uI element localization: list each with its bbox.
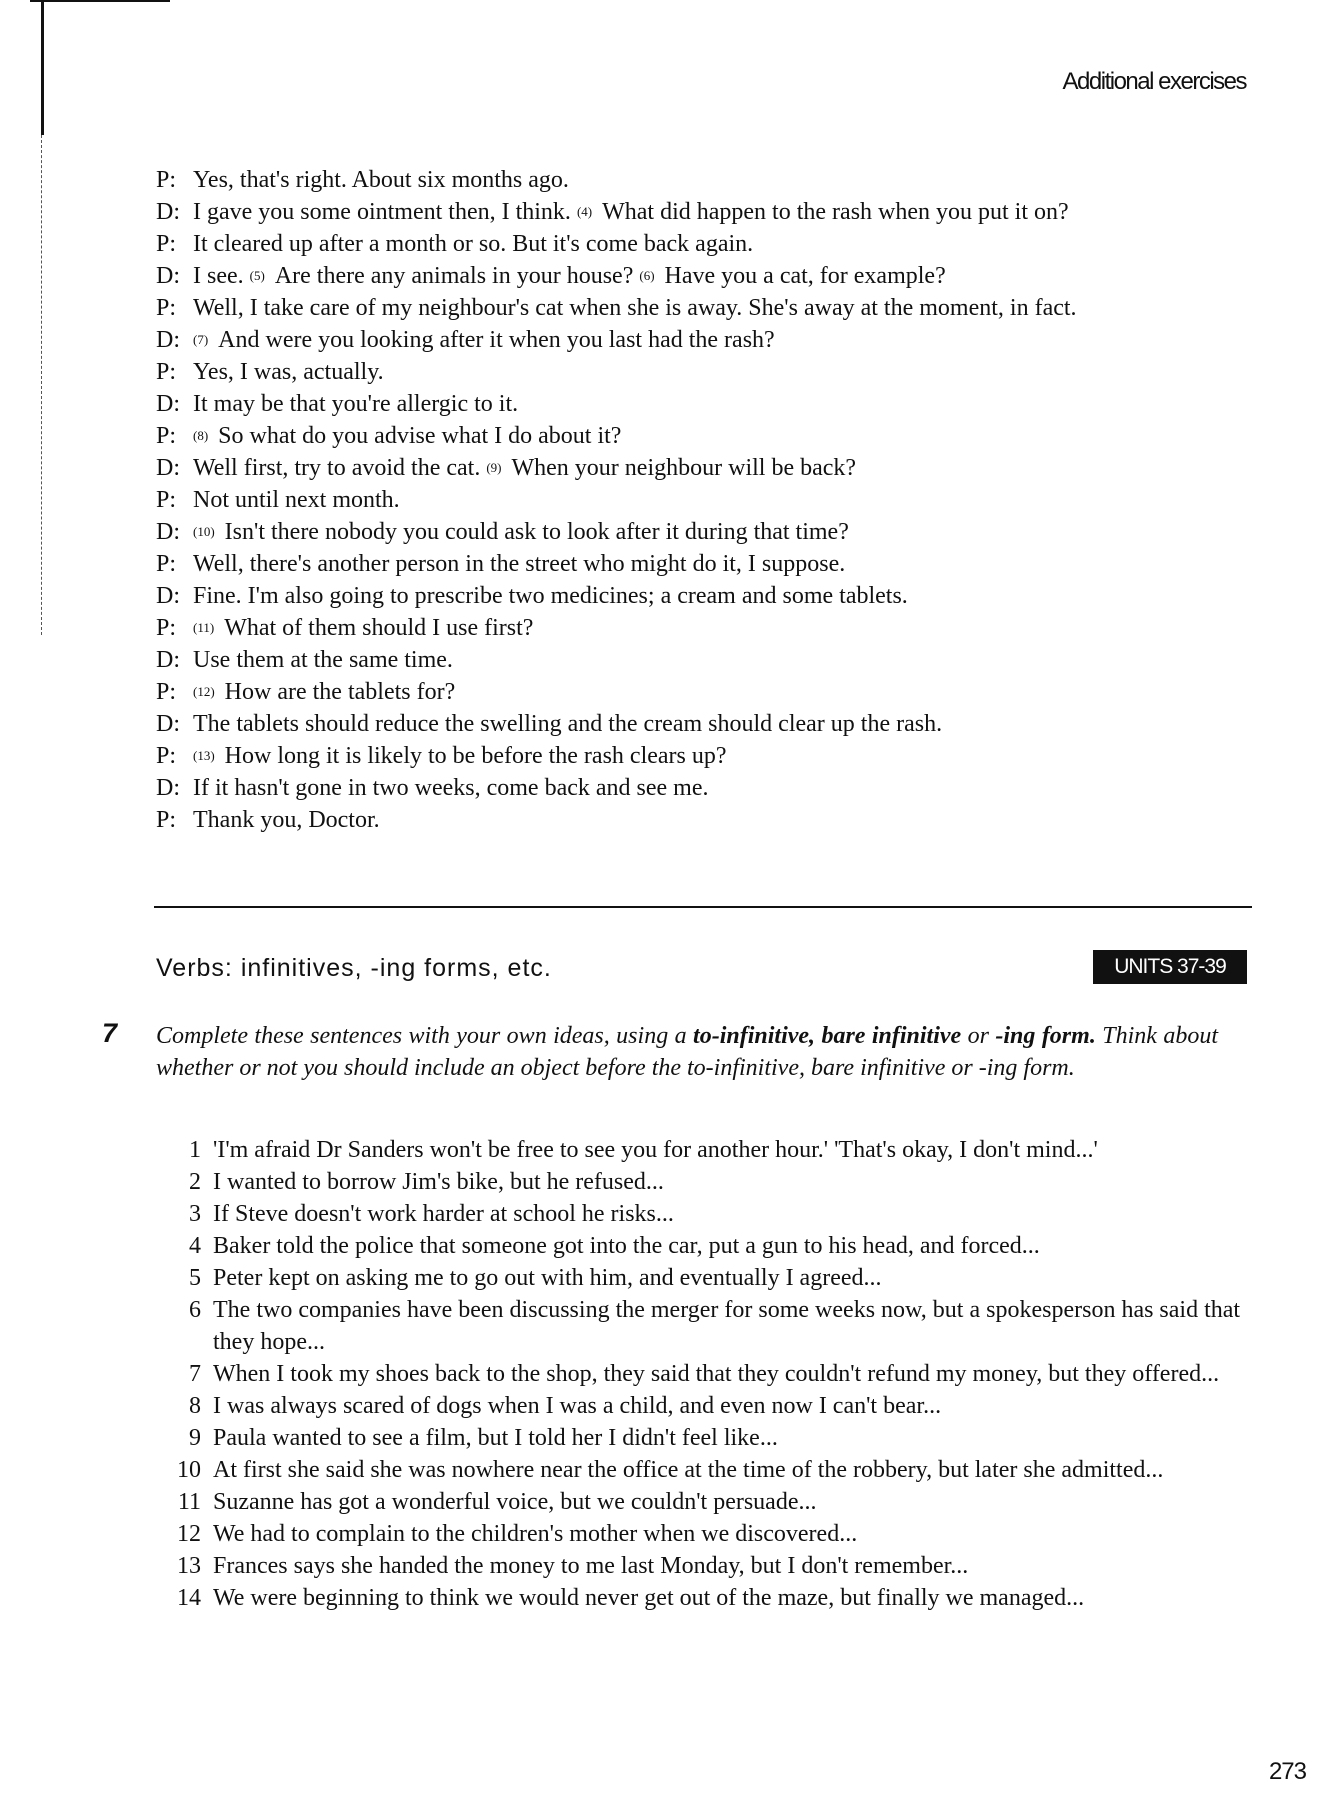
item-text: Suzanne has got a wonderful voice, but we couldn't persuade...	[213, 1489, 817, 1515]
dialogue-line	[156, 228, 1256, 260]
speaker: P:	[156, 487, 177, 513]
speaker: D:	[156, 711, 180, 737]
exercise-item	[156, 1230, 1246, 1262]
exercise-number: 7	[102, 1018, 118, 1048]
question-number: (7)	[193, 332, 209, 347]
line-text: How are the tablets for?	[224, 679, 456, 705]
dialogue-line	[156, 772, 1256, 804]
exercise-item	[156, 1198, 1246, 1230]
item-number: 1	[189, 1137, 201, 1163]
item-text: Baker told the police that someone got into the car, put a gun to his head, and forced...	[213, 1233, 1040, 1259]
page-edge-line	[30, 0, 170, 2]
dialogue-line	[156, 516, 1256, 548]
line-text: Use them at the same time.	[193, 647, 453, 673]
line-text: Not until next month.	[193, 487, 400, 513]
exercise-item	[156, 1358, 1246, 1390]
exercise-item	[156, 1486, 1246, 1518]
line-text: Isn't there nobody you could ask to look after it during that time?	[224, 519, 849, 545]
dialogue-line	[156, 388, 1256, 420]
line-text: How long it is likely to be before the rash clears up?	[224, 743, 727, 769]
line-text: What did happen to the rash when you put it on?	[602, 199, 1069, 225]
exercise-item	[156, 1294, 1246, 1358]
speaker: P:	[156, 807, 177, 833]
exercise-instructions	[156, 1020, 1218, 1084]
item-text: We were beginning to think we would never get out of the maze, but finally we managed...	[213, 1585, 1085, 1611]
exercise-item	[156, 1550, 1246, 1582]
page-number: 273	[1268, 1758, 1306, 1785]
line-text: Fine. I'm also going to prescribe two medicines; a cream and some tablets.	[193, 583, 908, 609]
question-number: (12)	[193, 684, 215, 699]
item-number: 13	[177, 1553, 201, 1579]
instruction-text: Think about whether or not you should include an object before the to-infinitive, bare infinitive or -ing form.	[156, 1023, 1219, 1081]
units-badge: UNITS 37-39	[1093, 950, 1247, 984]
speaker: P:	[156, 359, 177, 385]
speaker: D:	[156, 583, 180, 609]
item-number: 2	[189, 1169, 201, 1195]
dialogue-line	[156, 260, 1256, 292]
dialogue-line	[156, 676, 1256, 708]
dialogue-line	[156, 740, 1256, 772]
item-text: Paula wanted to see a film, but I told her I didn't feel like...	[213, 1425, 778, 1451]
dialogue	[156, 164, 1256, 836]
line-text: When your neighbour will be back?	[511, 455, 857, 481]
speaker: P:	[156, 295, 177, 321]
section-divider	[154, 906, 1252, 908]
line-text: Well, there's another person in the street who might do it, I suppose.	[193, 551, 846, 577]
line-text: Yes, that's right. About six months ago.	[193, 167, 569, 193]
question-number: (13)	[193, 748, 215, 763]
speaker: D:	[156, 327, 180, 353]
speaker: P:	[156, 167, 177, 193]
item-number: 10	[177, 1457, 201, 1483]
dialogue-line	[156, 612, 1256, 644]
question-number: (9)	[486, 460, 502, 475]
instruction-emphasis: -ing form.	[995, 1023, 1096, 1049]
exercise-item	[156, 1518, 1246, 1550]
dialogue-line	[156, 548, 1256, 580]
dialogue-line	[156, 580, 1256, 612]
item-text: When I took my shoes back to the shop, they said that they couldn't refund my money, but they offered...	[213, 1361, 1220, 1387]
line-text: Yes, I was, actually.	[193, 359, 384, 385]
speaker: D:	[156, 519, 180, 545]
running-head: Additional exercises	[1062, 68, 1246, 95]
speaker: D:	[156, 391, 180, 417]
item-text: I was always scared of dogs when I was a child, and even now I can't bear...	[213, 1393, 942, 1419]
section-title: Verbs: infinitives, -ing forms, etc.	[156, 954, 552, 982]
speaker: P:	[156, 615, 177, 641]
item-text: If Steve doesn't work harder at school he risks...	[213, 1201, 674, 1227]
line-text: Are there any animals in your house?	[274, 263, 634, 289]
line-text: The tablets should reduce the swelling and the cream should clear up the rash.	[193, 711, 943, 737]
exercise-item	[156, 1582, 1246, 1614]
item-number: 12	[177, 1521, 201, 1547]
exercise-item	[156, 1134, 1246, 1166]
item-number: 11	[177, 1489, 201, 1515]
speaker: D:	[156, 263, 180, 289]
dialogue-line	[156, 452, 1256, 484]
question-number: (11)	[193, 620, 215, 635]
dialogue-line	[156, 420, 1256, 452]
question-number: (6)	[639, 268, 655, 283]
line-text: So what do you advise what I do about it?	[218, 423, 622, 449]
item-text: At first she said she was nowhere near the office at the time of the robbery, but later she admitted...	[213, 1457, 1164, 1483]
instruction-emphasis: to-infinitive, bare infinitive	[693, 1023, 962, 1049]
dialogue-line	[156, 292, 1256, 324]
instruction-text: Complete these sentences with your own ideas, using a	[156, 1023, 694, 1049]
instruction-text: or	[961, 1023, 996, 1049]
line-text: Thank you, Doctor.	[193, 807, 380, 833]
line-text: I gave you some ointment then, I think.	[193, 199, 571, 225]
item-text: Frances says she handed the money to me last Monday, but I don't remember...	[213, 1553, 969, 1579]
item-text: 'I'm afraid Dr Sanders won't be free to see you for another hour.' 'That's okay, I don't mind...'	[213, 1137, 1098, 1163]
dialogue-line	[156, 196, 1256, 228]
binding-margin-rule	[41, 0, 44, 135]
line-text: Well first, try to avoid the cat.	[193, 455, 481, 481]
speaker: P:	[156, 551, 177, 577]
item-number: 9	[189, 1425, 201, 1451]
speaker: P:	[156, 423, 177, 449]
exercise-item	[156, 1262, 1246, 1294]
exercise-item	[156, 1390, 1246, 1422]
line-text: And were you looking after it when you last had the rash?	[218, 327, 775, 353]
dialogue-line	[156, 356, 1256, 388]
item-number: 4	[189, 1233, 201, 1259]
question-number: (4)	[576, 204, 593, 219]
line-text: Have you a cat, for example?	[664, 263, 946, 289]
item-number: 7	[189, 1361, 201, 1387]
exercise-item	[156, 1454, 1246, 1486]
binding-margin-dashes	[41, 135, 43, 635]
question-number: (5)	[249, 268, 265, 283]
item-text: I wanted to borrow Jim's bike, but he refused...	[213, 1169, 664, 1195]
question-number: (8)	[193, 428, 209, 443]
speaker: P:	[156, 231, 177, 257]
speaker: D:	[156, 647, 180, 673]
line-text: What of them should I use first?	[224, 615, 534, 641]
item-text: We had to complain to the children's mother when we discovered...	[213, 1521, 858, 1547]
item-number: 8	[189, 1393, 201, 1419]
dialogue-line	[156, 324, 1256, 356]
dialogue-line	[156, 644, 1256, 676]
speaker: D:	[156, 199, 180, 225]
line-text: I see.	[193, 263, 244, 289]
line-text: It cleared up after a month or so. But it's come back again.	[193, 231, 754, 257]
item-number: 3	[189, 1201, 201, 1227]
line-text: It may be that you're allergic to it.	[193, 391, 519, 417]
item-number: 5	[189, 1265, 201, 1291]
exercise-items	[156, 1134, 1246, 1614]
speaker: P:	[156, 743, 177, 769]
dialogue-line	[156, 484, 1256, 516]
exercise-item	[156, 1422, 1246, 1454]
line-text: If it hasn't gone in two weeks, come back and see me.	[193, 775, 709, 801]
speaker: D:	[156, 775, 180, 801]
question-number: (10)	[193, 524, 215, 539]
item-text: The two companies have been discussing the merger for some weeks now, but a spokesperson has said that they hope...	[213, 1297, 1241, 1355]
dialogue-line	[156, 804, 1256, 836]
speaker: D:	[156, 455, 180, 481]
item-number: 14	[177, 1585, 201, 1611]
line-text: Well, I take care of my neighbour's cat when she is away. She's away at the moment, in fact.	[193, 295, 1077, 321]
dialogue-line	[156, 708, 1256, 740]
item-text: Peter kept on asking me to go out with him, and eventually I agreed...	[213, 1265, 882, 1291]
item-number: 6	[189, 1297, 201, 1323]
dialogue-line	[156, 164, 1256, 196]
speaker: P:	[156, 679, 177, 705]
exercise-item	[156, 1166, 1246, 1198]
